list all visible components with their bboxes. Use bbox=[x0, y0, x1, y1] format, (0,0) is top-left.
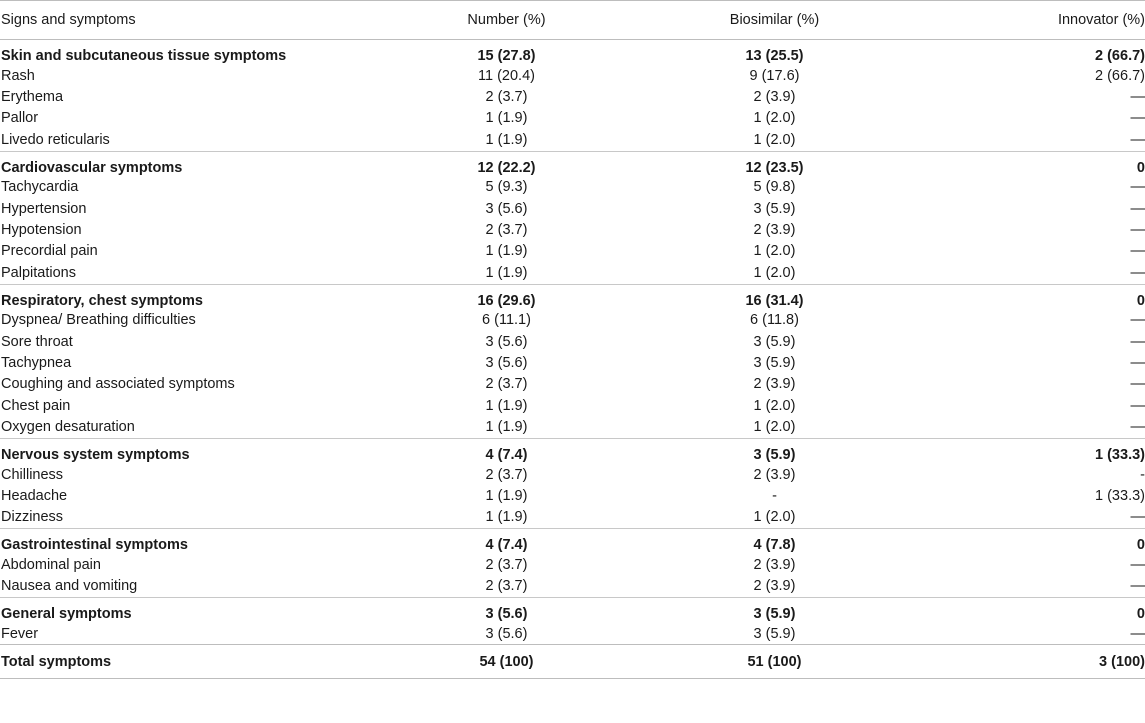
symptom-biosimilar: 3 (5.9) bbox=[753, 333, 796, 350]
symptom-label: Dyspnea/ Breathing difficulties bbox=[1, 312, 196, 329]
symptom-label: Nausea and vomiting bbox=[1, 578, 138, 595]
symptom-number: 3 (5.6) bbox=[485, 200, 528, 217]
symptom-innovator: — bbox=[1130, 179, 1145, 196]
symptom-innovator: — bbox=[1130, 312, 1145, 329]
symptom-innovator: 1 (33.3) bbox=[1095, 487, 1145, 504]
symptom-biosimilar: 9 (17.6) bbox=[749, 67, 800, 84]
symptom-innovator: — bbox=[1130, 354, 1145, 371]
symptom-number: 2 (3.7) bbox=[485, 222, 528, 239]
group-header-row bbox=[0, 438, 1145, 464]
symptom-number: 1 (1.9) bbox=[485, 419, 528, 436]
group-number: 4 (7.4) bbox=[395, 529, 617, 555]
symptom-label: Abdominal pain bbox=[1, 556, 101, 573]
symptom-biosimilar: 1 (2.0) bbox=[753, 419, 796, 436]
symptom-innovator: — bbox=[1130, 556, 1145, 573]
table-header bbox=[0, 1, 1145, 40]
symptom-number: 11 (20.4) bbox=[478, 67, 535, 84]
table-row bbox=[0, 198, 1145, 219]
group-innovator: 0 bbox=[931, 597, 1145, 623]
symptom-innovator: — bbox=[1130, 397, 1145, 414]
symptom-biosimilar: 2 (3.9) bbox=[753, 466, 796, 483]
symptom-biosimilar: 5 (9.8) bbox=[753, 179, 796, 196]
table-row bbox=[0, 241, 1145, 262]
symptom-number: 1 (1.9) bbox=[485, 131, 528, 148]
symptom-label: Tachypnea bbox=[1, 354, 72, 371]
symptom-number: 1 (1.9) bbox=[485, 243, 528, 260]
group-innovator: 2 (66.7) bbox=[1095, 48, 1145, 64]
header-number: Number (%) bbox=[395, 1, 617, 40]
table-row bbox=[0, 575, 1145, 597]
symptom-number: 1 (1.9) bbox=[485, 509, 528, 526]
symptom-label: Chest pain bbox=[1, 397, 71, 414]
symptom-number: 3 (5.6) bbox=[485, 354, 528, 371]
symptom-number: 6 (11.1) bbox=[482, 312, 531, 329]
symptom-label: Fever bbox=[1, 625, 39, 642]
header-signs-symptoms: Signs and symptoms bbox=[0, 1, 395, 40]
symptom-number: 1 (1.9) bbox=[485, 397, 528, 414]
symptom-number: 2 (3.7) bbox=[485, 578, 528, 595]
table-row bbox=[0, 374, 1145, 395]
total-biosimilar: 51 (100) bbox=[617, 645, 931, 679]
group-innovator: 0 bbox=[931, 529, 1145, 555]
symptom-biosimilar: 1 (2.0) bbox=[753, 131, 796, 148]
table-row bbox=[0, 86, 1145, 107]
group-name: Cardiovascular symptoms bbox=[0, 151, 395, 177]
symptom-biosimilar: 1 (2.0) bbox=[753, 243, 796, 260]
group-number: 16 (29.6) bbox=[395, 284, 617, 310]
table-row bbox=[0, 507, 1145, 529]
table-row bbox=[0, 129, 1145, 151]
symptom-label: Hypotension bbox=[1, 222, 82, 239]
symptom-biosimilar: 1 (2.0) bbox=[753, 110, 796, 127]
table-row bbox=[0, 108, 1145, 129]
table-row bbox=[0, 554, 1145, 575]
group-number: 4 (7.4) bbox=[395, 438, 617, 464]
symptom-biosimilar: - bbox=[772, 487, 777, 504]
symptom-label: Palpitations bbox=[1, 264, 76, 281]
symptom-number: 1 (1.9) bbox=[485, 110, 528, 127]
group-header-row bbox=[0, 40, 1145, 66]
symptom-innovator: — bbox=[1130, 578, 1145, 595]
table-row bbox=[0, 416, 1145, 438]
symptom-biosimilar: 3 (5.9) bbox=[753, 200, 796, 217]
symptom-innovator: — bbox=[1130, 89, 1145, 106]
symptom-biosimilar: 2 (3.9) bbox=[753, 222, 796, 239]
group-biosimilar: 12 (23.5) bbox=[617, 151, 931, 177]
group-header-row bbox=[0, 151, 1145, 177]
group-name: General symptoms bbox=[0, 597, 395, 623]
group-number: 3 (5.6) bbox=[395, 597, 617, 623]
symptom-biosimilar: 3 (5.9) bbox=[753, 625, 796, 642]
table-row bbox=[0, 177, 1145, 198]
symptom-number: 1 (1.9) bbox=[485, 487, 528, 504]
group-header-row bbox=[0, 284, 1145, 310]
symptom-innovator: — bbox=[1130, 419, 1145, 436]
group-biosimilar: 3 (5.9) bbox=[617, 438, 931, 464]
table-row bbox=[0, 262, 1145, 284]
group-name: Gastrointestinal symptoms bbox=[0, 529, 395, 555]
symptom-label: Headache bbox=[1, 487, 68, 504]
header-innovator: Innovator (%) bbox=[931, 1, 1145, 40]
symptom-biosimilar: 1 (2.0) bbox=[753, 509, 796, 526]
symptom-innovator: — bbox=[1130, 200, 1145, 217]
symptom-label: Hypertension bbox=[1, 200, 87, 217]
symptom-innovator: - bbox=[1140, 466, 1145, 483]
table-row bbox=[0, 352, 1145, 373]
symptom-label: Livedo reticularis bbox=[1, 131, 110, 148]
table-row bbox=[0, 65, 1145, 86]
symptom-number: 5 (9.3) bbox=[485, 179, 528, 196]
total-label: Total symptoms bbox=[0, 645, 395, 679]
symptom-label: Dizziness bbox=[1, 509, 64, 526]
symptom-label: Chilliness bbox=[1, 466, 64, 483]
symptom-innovator: — bbox=[1130, 625, 1145, 642]
group-name: Respiratory, chest symptoms bbox=[0, 284, 395, 310]
group-name: Nervous system symptoms bbox=[0, 438, 395, 464]
total-number: 54 (100) bbox=[395, 645, 617, 679]
group-header-row bbox=[0, 529, 1145, 555]
table-row bbox=[0, 623, 1145, 645]
table-row bbox=[0, 310, 1145, 331]
table-body bbox=[0, 40, 1145, 679]
symptom-number: 2 (3.7) bbox=[485, 556, 528, 573]
table-row bbox=[0, 219, 1145, 240]
group-innovator: 0 bbox=[931, 151, 1145, 177]
symptom-label: Rash bbox=[1, 67, 35, 84]
group-number: 12 (22.2) bbox=[395, 151, 617, 177]
symptom-label: Tachycardia bbox=[1, 179, 79, 196]
symptom-label: Sore throat bbox=[1, 333, 73, 350]
symptom-number: 3 (5.6) bbox=[485, 333, 528, 350]
symptom-biosimilar: 3 (5.9) bbox=[753, 354, 796, 371]
symptom-biosimilar: 6 (11.8) bbox=[750, 312, 799, 329]
group-name: Skin and subcutaneous tissue symptoms bbox=[1, 48, 287, 64]
symptom-innovator: — bbox=[1130, 110, 1145, 127]
symptom-biosimilar: 2 (3.9) bbox=[753, 376, 796, 393]
header-biosimilar: Biosimilar (%) bbox=[617, 1, 931, 40]
symptom-label: Oxygen desaturation bbox=[1, 419, 135, 436]
symptom-biosimilar: 2 (3.9) bbox=[753, 578, 796, 595]
symptom-innovator: — bbox=[1130, 509, 1145, 526]
symptom-innovator: 2 (66.7) bbox=[1095, 67, 1145, 84]
symptom-number: 1 (1.9) bbox=[485, 264, 528, 281]
total-innovator: 3 (100) bbox=[931, 645, 1145, 679]
symptom-biosimilar: 1 (2.0) bbox=[753, 397, 796, 414]
symptom-innovator: — bbox=[1130, 222, 1145, 239]
group-biosimilar: 3 (5.9) bbox=[617, 597, 931, 623]
symptom-biosimilar: 2 (3.9) bbox=[753, 89, 796, 106]
symptom-biosimilar: 1 (2.0) bbox=[753, 264, 796, 281]
symptom-innovator: — bbox=[1130, 243, 1145, 260]
symptom-label: Pallor bbox=[1, 110, 39, 127]
symptom-number: 2 (3.7) bbox=[485, 376, 528, 393]
symptom-number: 2 (3.7) bbox=[485, 89, 528, 106]
symptom-number: 3 (5.6) bbox=[485, 625, 528, 642]
table-row bbox=[0, 464, 1145, 485]
group-biosimilar: 4 (7.8) bbox=[617, 529, 931, 555]
group-number: 15 (27.8) bbox=[477, 48, 536, 64]
group-innovator: 0 bbox=[931, 284, 1145, 310]
symptom-innovator: — bbox=[1130, 333, 1145, 350]
table-row bbox=[0, 485, 1145, 506]
symptom-label: Erythema bbox=[1, 89, 64, 106]
symptom-biosimilar: 2 (3.9) bbox=[753, 556, 796, 573]
symptom-innovator: — bbox=[1130, 264, 1145, 281]
symptom-label: Coughing and associated symptoms bbox=[1, 376, 235, 393]
symptom-innovator: — bbox=[1130, 376, 1145, 393]
total-row bbox=[0, 645, 1145, 679]
symptom-number: 2 (3.7) bbox=[485, 466, 528, 483]
group-header-row bbox=[0, 597, 1145, 623]
table-row bbox=[0, 331, 1145, 352]
header-row bbox=[0, 1, 1145, 40]
group-biosimilar: 13 (25.5) bbox=[745, 48, 804, 64]
symptom-label: Precordial pain bbox=[1, 243, 98, 260]
symptom-innovator: — bbox=[1130, 131, 1145, 148]
group-innovator: 1 (33.3) bbox=[931, 438, 1145, 464]
table-row bbox=[0, 395, 1145, 416]
group-biosimilar: 16 (31.4) bbox=[617, 284, 931, 310]
